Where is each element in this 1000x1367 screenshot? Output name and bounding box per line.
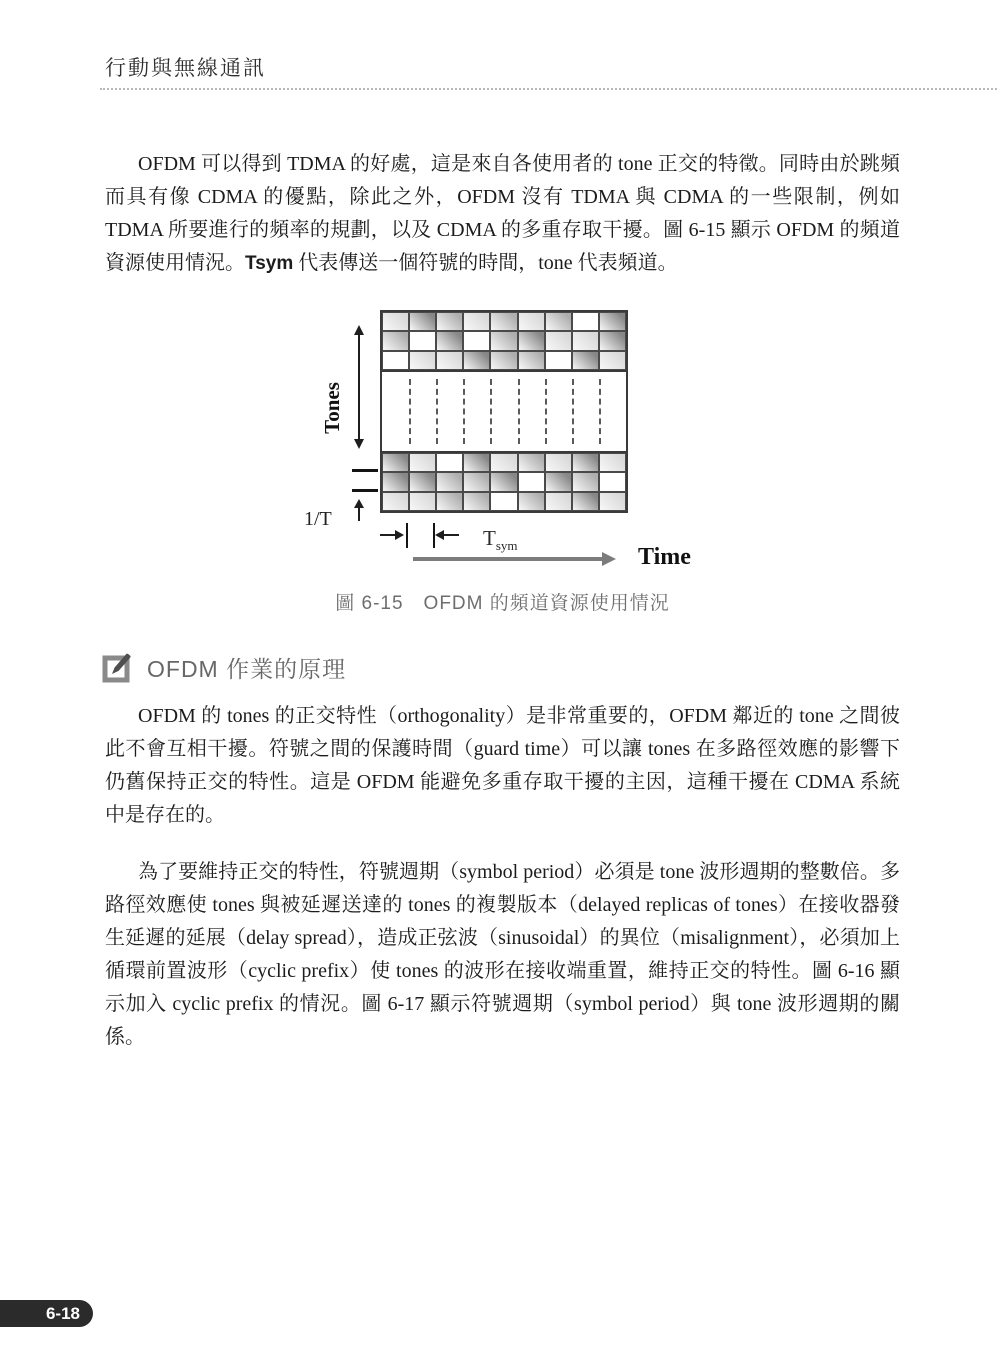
tones-axis-label: Tones: [319, 382, 344, 434]
book-title: 行動與無線通訊: [105, 57, 266, 80]
grid-cell: [518, 331, 545, 350]
grid-cell: [490, 312, 517, 331]
grid-cell: [382, 472, 409, 491]
page-number-badge: [0, 1300, 93, 1327]
edit-pencil-square-icon: [102, 650, 136, 684]
grid-cell: [436, 492, 463, 511]
grid-cell: [545, 312, 572, 331]
inv-t-tick-lower: [352, 489, 378, 492]
grid-cell: [518, 492, 545, 511]
grid-cell: [409, 351, 436, 370]
grid-cell: [490, 351, 517, 370]
grid-cell: [463, 351, 490, 370]
tsym-arrow-right: [380, 534, 400, 536]
grid-cell: [545, 492, 572, 511]
grid-cell: [463, 453, 490, 472]
grid-cell: [382, 351, 409, 370]
grid-middle: [382, 370, 626, 453]
grid-cell: [572, 492, 599, 511]
grid-top: [382, 312, 626, 370]
inv-t-label: 1/T: [304, 508, 332, 530]
grid-cell: [463, 331, 490, 350]
grid-cell: [436, 472, 463, 491]
grid-cell: [518, 453, 545, 472]
grid-cell: [463, 312, 490, 331]
grid-cell: [599, 472, 626, 491]
tsym-tick-left: [406, 523, 408, 548]
grid-cell: [463, 472, 490, 491]
column-boundary-dash: [463, 379, 465, 444]
tsym-subscript: sym: [495, 538, 518, 554]
grid-cell: [409, 472, 436, 491]
grid-cell: [409, 331, 436, 350]
grid-cell: [436, 331, 463, 350]
grid-cell: [599, 331, 626, 350]
grid-cell: [545, 331, 572, 350]
grid-cell: [518, 312, 545, 331]
inv-t-arrow: [358, 503, 360, 521]
grid-cell: [599, 453, 626, 472]
grid-cell: [518, 472, 545, 491]
grid-cell: [490, 453, 517, 472]
grid-cell: [436, 453, 463, 472]
column-boundary-dash: [518, 379, 520, 444]
header-rule: [100, 88, 997, 90]
tsym-inline-term: Tsym: [245, 253, 294, 274]
grid-cell: [490, 472, 517, 491]
grid-cell: [436, 312, 463, 331]
paragraph-text: OFDM 可以得到 TDMA 的好處，這是來自各使用者的 tone 正交的特徵。同時由於跳頻而具有像 CDMA 的優點，除此之外，OFDM 沒有 TDMA 與 CDMA 的一些限制，例如 TDMA 所要進行的頻率的規劃，以及 CDMA 的多重存取干擾。圖 6-15 顯示 OFDM 的頻道資源使用情況。: [105, 153, 900, 274]
grid-cell: [409, 492, 436, 511]
grid-cell: [599, 492, 626, 511]
grid-cell: [382, 331, 409, 350]
grid-cell: [572, 331, 599, 350]
column-boundary-dash: [545, 379, 547, 444]
grid-cell: [545, 472, 572, 491]
column-boundary-dash: [599, 379, 601, 444]
time-axis-label: Time: [638, 544, 691, 570]
tsym-label: [483, 526, 518, 554]
ofdm-resource-grid: [380, 310, 628, 513]
paragraph-ofdm-tdma: [105, 148, 900, 280]
grid-cell: [572, 312, 599, 331]
grid-cell: [382, 312, 409, 331]
grid-cell: [599, 351, 626, 370]
grid-cell: [572, 351, 599, 370]
grid-bottom: [382, 453, 626, 511]
column-boundary-dash: [409, 379, 411, 444]
grid-cell: [545, 351, 572, 370]
tones-axis-arrow: [358, 330, 360, 444]
paragraph-orthogonality: OFDM 的 tones 的正交特性（orthogonality）是非常重要的，OFDM 鄰近的 tone 之間彼此不會互相干擾。符號之間的保護時間（guard time）可以讓 tones 在多路徑效應的影響下仍舊保持正交的特性。這是 OFDM 能避免多重存取干擾的主因，這種干擾在 CDMA 系統中是存在的。: [105, 705, 900, 826]
grid-cell: [490, 492, 517, 511]
tsym-base: T: [483, 526, 496, 550]
grid-cell: [572, 453, 599, 472]
page-number: 6-18: [45, 1303, 80, 1323]
section-heading-text: OFDM 作業的原理: [147, 655, 347, 682]
grid-cell: [409, 312, 436, 331]
grid-cell: [463, 492, 490, 511]
figure-6-15: [300, 300, 700, 578]
grid-cell: [382, 492, 409, 511]
grid-cell: [572, 472, 599, 491]
grid-cell: [409, 453, 436, 472]
grid-cell: [545, 453, 572, 472]
paragraph-text: 代表傳送一個符號的時間，tone 代表頻道。: [293, 252, 678, 274]
figure-caption: 圖 6-15 OFDM 的頻道資源使用情況: [335, 593, 670, 614]
grid-cell: [490, 331, 517, 350]
column-boundary-dash: [490, 379, 492, 444]
tsym-arrow-left: [439, 534, 459, 536]
inv-t-tick-upper: [352, 469, 378, 472]
paragraph-symbol-period: 為了要維持正交的特性，符號週期（symbol period）必須是 tone 波形週期的整數倍。多路徑效應使 tones 與被延遲送達的 tones 的複製版本（delayed replicas of tones）在接收器發生延遲的延展（delay spread），造成正弦波（sinusoidal）的異位（misalignment），必須加上循環前置波形（cyclic prefix）使 tones 的波形在接收端重置，維持正交的特性。圖 6-16 顯示加入 cyclic prefix 的情況。圖 6-17 顯示符號週期（symbol period）與 tone 波形週期的關係。: [105, 861, 900, 1048]
column-boundary-dash: [572, 379, 574, 444]
time-axis-arrow: [413, 557, 609, 561]
column-boundary-dash: [436, 379, 438, 444]
grid-cell: [518, 351, 545, 370]
grid-cell: [382, 453, 409, 472]
section-heading: [102, 650, 346, 684]
grid-cell: [436, 351, 463, 370]
grid-cell: [599, 312, 626, 331]
